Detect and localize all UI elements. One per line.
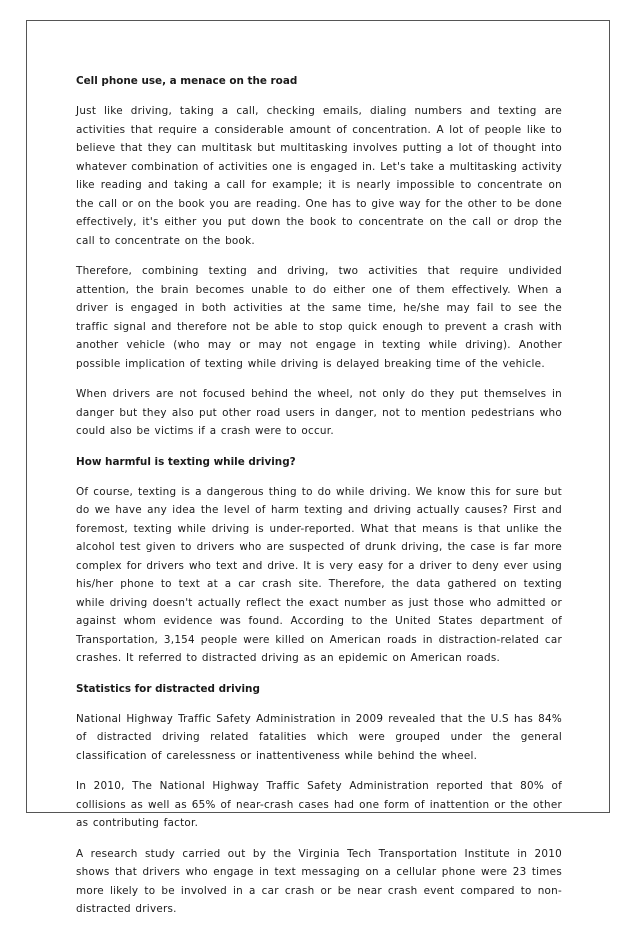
section-heading: How harmful is texting while driving? (76, 455, 296, 468)
document-body (76, 72, 562, 931)
section-heading: Cell phone use, a menace on the road (76, 75, 298, 87)
paragraph: Therefore, combining texting and driving, two activities that require undivided attention, the brain becomes unable to do either one of them effectively. When a driver is engaged in both activities at the same time, he/she may fail to see the traffic signal and therefore not be able to stop quick enough to prevent a crash with another vehicle (who may or may not engage in texting while driving). Another possible implication of texting while driving is delayed breaking time of the vehicle. (76, 265, 562, 370)
paragraph: A research study carried out by the Virginia Tech Transportation Institute in 2010 shows that drivers who engage in text messaging on a cellular phone were 23 times more likely to be involved in a car crash or be near crash event compared to non-distracted drivers. (76, 847, 562, 915)
section-cell-phone-menace (76, 72, 562, 441)
section-statistics (76, 680, 562, 919)
paragraph: Of course, texting is a dangerous thing to do while driving. We know this for sure but do we have any idea the level of harm texting and driving actually causes? First and foremost, texting while driving is under-reported. What that means is that unlike the alcohol test given to drivers who are suspected of drunk driving, the case is far more complex for drivers who text and drive. It is very easy for a driver to deny ever using his/her phone to text at a car crash site. Therefore, the data gathered on texting while driving doesn't actually reflect the exact number as just those who admitted or against whom evidence was found. According to the United States department of Transportation, 3,154 people were killed on American roads in distraction-related car crashes. It referred to distracted driving as an epidemic on American roads. (76, 485, 562, 664)
paragraph: When drivers are not focused behind the wheel, not only do they put themselves in danger but they also put other road users in danger, not to mention pedestrians who could also be victims if a crash were to occur. (76, 388, 562, 437)
paragraph: In 2010, The National Highway Traffic Safety Administration reported that 80% of collisions as well as 65% of near-crash cases had one form of inattention or the other as contributing factor. (76, 780, 562, 829)
section-heading: Statistics for distracted driving (76, 682, 260, 695)
paragraph: National Highway Traffic Safety Administration in 2009 revealed that the U.S has 84% of distracted driving related fatalities which were grouped under the general classification of carelessness or inattentiveness while behind the wheel. (76, 712, 562, 762)
paragraph: Just like driving, taking a call, checking emails, dialing numbers and texting are activities that require a considerable amount of concentration. A lot of people like to believe that they can multitask but multitasking involves putting a lot of thought into whatever combination of activities one is engaged in. Let's take a multitasking activity like reading and taking a call for example; it is nearly impossible to concentrate on the call or on the book you are reading. One has to give way for the other to be done effectively, it's either you put down the book to concentrate on the call or drop the call to concentrate on the book. (76, 105, 562, 247)
section-how-harmful (76, 453, 562, 668)
